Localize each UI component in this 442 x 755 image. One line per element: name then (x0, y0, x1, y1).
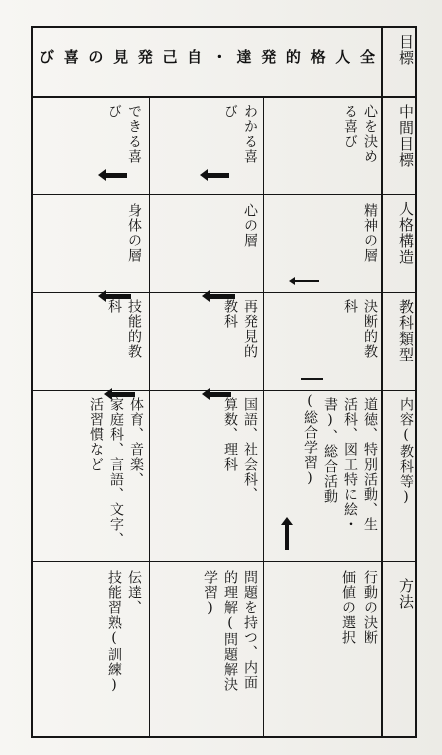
row-header-goal: 目標 (397, 34, 415, 66)
cell-content-2: 体育、音楽、 家庭科、言語、文字、 活習慣など (88, 397, 144, 547)
row-header-content: 内容(教科等) (398, 397, 414, 506)
left-arrow-icon (295, 280, 319, 282)
overall-goal-cell (33, 28, 381, 96)
education-structure-table (31, 26, 417, 738)
cell-method-1: 問題を持つ、内面 的理解(問題解決 学習) (202, 570, 258, 692)
goal-char: ・ (211, 48, 227, 66)
cell-content-0: 道徳、特別活動、生 活科、図工特に絵・ 書)、総合活動 (総合学習) (302, 393, 378, 532)
table-border-right (415, 26, 417, 738)
goal-char: 発 (137, 48, 153, 66)
goal-char: 己 (162, 48, 178, 66)
goal-char: 格 (310, 48, 326, 66)
row-header-personality-structure: 人格構造 (397, 201, 415, 265)
goal-char: び (39, 48, 55, 66)
left-arrow-icon (111, 392, 135, 397)
row-header-method: 方法 (397, 578, 415, 610)
left-arrow-icon (207, 173, 229, 178)
left-arrow-icon (105, 173, 127, 178)
row-header-subject-type: 教科類型 (397, 299, 415, 363)
cell-content-1: 国語、社会科、 算数、理科 (222, 397, 258, 502)
goal-char: 全 (359, 48, 375, 66)
goal-char: 達 (236, 48, 252, 66)
goal-char: の (88, 48, 104, 66)
table-border-bottom (31, 736, 417, 738)
goal-char: 人 (335, 48, 351, 66)
cell-intermediate-goal-0: 心を決め る喜び (342, 104, 378, 164)
cell-personality-layer-2: 身体の層 (126, 203, 142, 263)
cell-personality-layer-0: 精神の層 (362, 203, 378, 263)
cell-intermediate-goal-2: できる喜 び (106, 104, 142, 164)
cell-intermediate-goal-1: わかる喜 び (222, 104, 258, 164)
left-arrow-icon (105, 294, 131, 299)
goal-char: 見 (113, 48, 129, 66)
cell-subject-type-0: 決断的教 科 (342, 299, 378, 359)
left-arrow-icon (209, 392, 231, 397)
cell-subject-type-2: 技能的教 科 (106, 299, 142, 359)
overall-goal-text (39, 46, 375, 67)
left-arrow-icon (209, 294, 235, 299)
goal-char: 的 (285, 48, 301, 66)
goal-char: 発 (261, 48, 277, 66)
row-header-intermediate-goal: 中間目標 (397, 104, 415, 168)
cell-method-0: 行動の決断 価値の選択 (340, 570, 378, 645)
connector-line (301, 378, 323, 380)
goal-char: 喜 (63, 48, 79, 66)
cell-method-2: 伝達、 技能習熟(訓練) (106, 570, 142, 694)
up-arrow-icon (285, 524, 289, 550)
goal-char: 自 (187, 48, 203, 66)
cell-subject-type-1: 再発見的 教科 (222, 299, 258, 359)
cell-personality-layer-1: 心の層 (242, 203, 258, 248)
